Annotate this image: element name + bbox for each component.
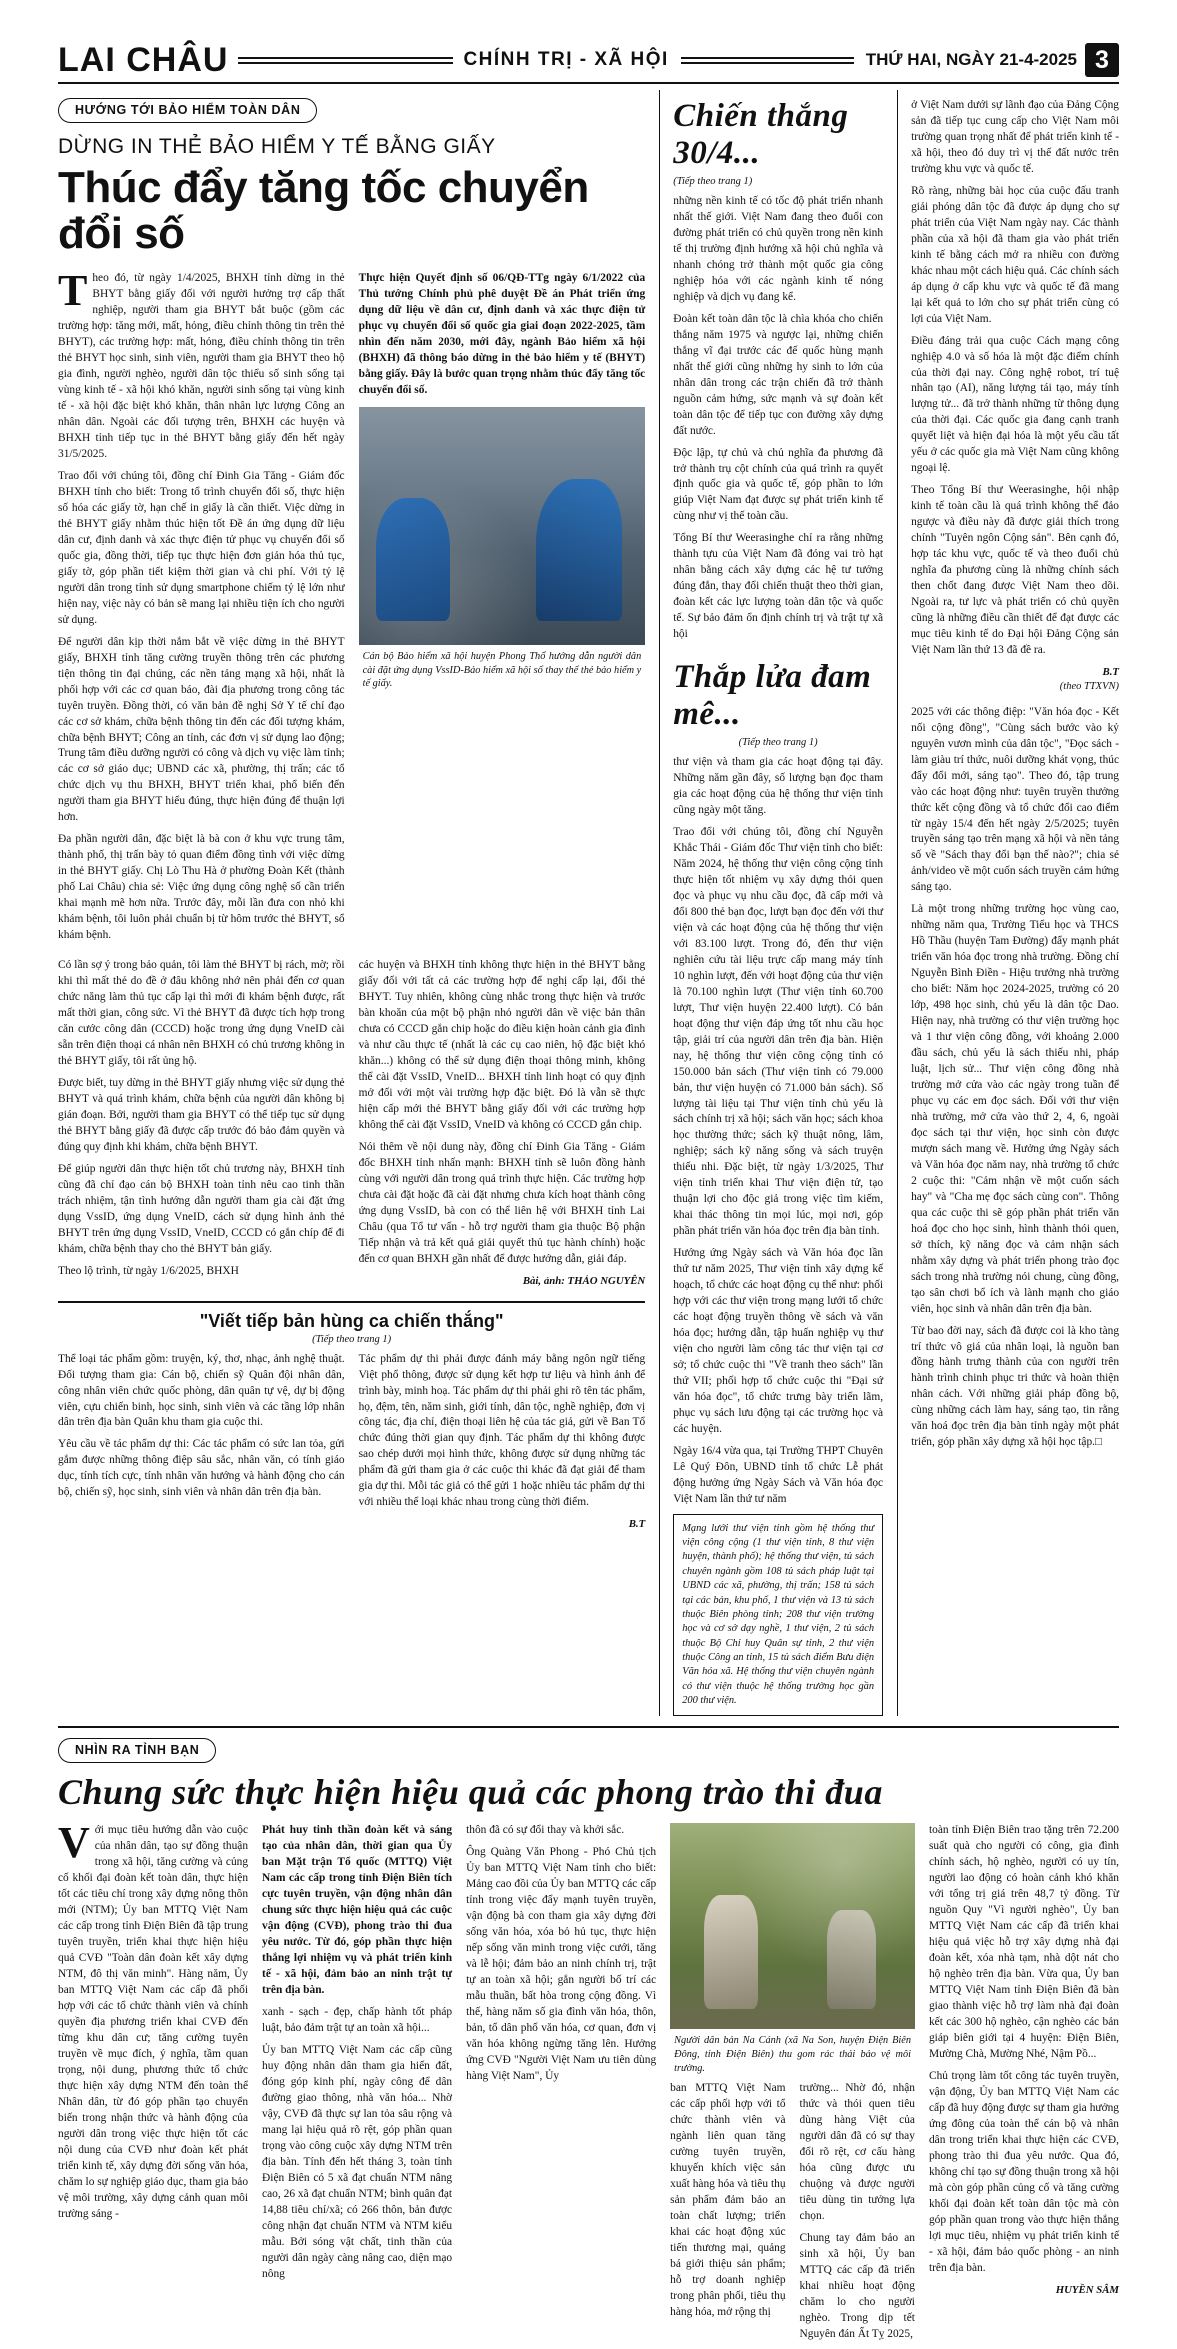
thap-lua-infobox: Mạng lưới thư viện tỉnh gồm hệ thống thư viện công cộng (1 thư viện tỉnh, 8 thư viện huyện, thành phố); hệ thống thư viện, tủ sách chuyên ngành gồm 108 tủ sách pháp luật tại UBND các xã, phường, thị trấn; 158 tủ sách tại các bản, khu phố, 1 thư viện và 13 tủ sách thuộc Biên phòng tỉnh; 208 thư viện trường học và cơ sở dạy nghề, 1 thư viện, 2 tủ sách thuộc Bộ Chỉ huy Quân sự tỉnh, 2 thư viện thuộc Công an tỉnh, 15 tủ sách điểm Bưu điện Văn hóa xã. Hệ thống thư viện chuyên ngành có thư viện thuộc hệ thống trường học gần 200 thư viện.	[673, 1514, 883, 1717]
lead-para-3: Để người dân kịp thời nắm bắt về việc dừng in thẻ BHYT giấy, BHXH tỉnh tăng cường truyền thông trên các phương tiện thông tin đại chúng, các nền tảng mạng xã hội, nhất là phối hợp với các cơ quan báo, đài địa phương trong công tác tuyên truyền. Đồng thời, có văn bản đề nghị Sở Y tế chỉ đạo các cơ sở khám, chữa bệnh thông tin đến các đối tượng khám, chữa bệnh BHYT; Công an tỉnh, các đơn vị sử dụng lao động; Trung tâm điều dưỡng người có công và dịch vụ việc làm tỉnh; các cơ sở giáo dục; UBND các xã, phường, thị trấn; các tổ chức dịch vụ thu BHXH, BHYT triển khai, phổ biến đến người tham gia BHYT hiểu đúng, thực hiện đúng để thuận lợi hơn.	[58, 635, 345, 824]
lead-para-2: Trao đổi với chúng tôi, đồng chí Đinh Gia Tăng - Giám đốc BHXH tỉnh cho biết: Trong tổ trình chuyển đổi số, thực hiện số hóa các giấy tờ, hạn chế in giấy là cần thiết. Việc dừng in thẻ BHYT giấy nhằm thúc hiện tốt Đề án ứng dụng dữ liệu dân cư, định danh và xác thực điện tử phục vụ chuyển đổi số quốc gia, đồng thời, tiếp tục thực hiện đơn giản hóa thủ tục, giấy tờ, góp phần tiết kiệm thời gian và chi phí. Với tỷ lệ người dân trong tỉnh sử dụng smartphone chiếm tỷ lệ lớn như hiện nay, việc này có bản sẽ mang lại nhiều tiện ích cho người sử dụng.	[58, 470, 345, 626]
lead-c1-p4: Theo lộ trình, từ ngày 1/6/2025, BHXH	[58, 1264, 239, 1277]
masthead	[58, 0, 1119, 78]
viet-tiep-col2	[359, 1352, 646, 1533]
bottom-col1	[58, 1818, 249, 2348]
bottom-c4-p2: trường... Nhờ đó, nhận thức và thói quen tiêu dùng hàng Việt của người dân đã có sự thay đổi rõ rệt, cơ cấu hàng hóa cũng được ưu chuộng và được người tiêu dùng tin tưởng lựa chọn.	[799, 2082, 915, 2222]
chien-thang-contd: (Tiếp theo trang 1)	[673, 176, 753, 187]
article-viet-tiep	[58, 1311, 645, 1533]
thap-lua-c1-p1: thư viện và tham gia các hoạt động tại đây. Những năm gần đây, số lượng bạn đọc tham gia các hoạt động của hệ thống thư viện tỉnh cũng ngày một tăng.	[673, 756, 884, 817]
masthead-rule-right	[681, 57, 854, 64]
lead-photo-caption: Cán bộ Bảo hiểm xã hội huyện Phong Thổ hướng dẫn người dân cài đặt ứng dụng VssID-Bảo hiểm xã hội số thay thế thẻ bảo hiểm y tế giấy.	[362, 651, 642, 690]
lead-standfirst: Thực hiện Quyết định số 06/QĐ-TTg ngày 6/1/2022 của Thủ tướng Chính phủ phê duyệt Đề án Phát triển ứng dụng dữ liệu về dân cư, định danh và xác thực điện tử phục vụ chuyển đổi số quốc gia giai đoạn 2022-2025, tầm nhìn đến năm 2030, mới đây, ngành Bảo hiểm xã hội (BHXH) đã thông báo dừng in thẻ bảo hiểm y tế (BHYT) bằng giấy. Đây là bước quan trọng nhằm thúc đẩy tăng tốc chuyển đổi số.	[358, 272, 646, 397]
masthead-rule-left	[238, 57, 453, 64]
viet-tiep-col1	[58, 1352, 345, 1533]
bottom-photo-caption: Người dân bản Na Cánh (xã Na Son, huyện Điện Biên Đông, tỉnh Điện Biên) thu gom rác thải bảo vệ môi trường.	[674, 2035, 911, 2074]
page-number: 3	[1085, 43, 1119, 77]
bottom-c2-p3: Ủy ban MTTQ Việt Nam các cấp cũng huy động nhân dân tham gia hiến đất, đóng góp kinh phí, ngày công để dân đường giao thông, nhà văn hóa... Nhờ vậy, CVĐ đã thực sự lan tỏa sâu rộng và mang lại hiệu quả rõ rệt, góp phần quan trọng vào công cuộc xây dựng NTM trên địa bàn. Tính đến hết tháng 3, toàn tỉnh Điện Biên có 5 xã đạt chuẩn NTM nâng cao, 26 xã đạt chuẩn NTM; bình quân đạt 14,88 tiêu chí/xã; có 266 thôn, bản được công nhận đạt chuẩn NTM và NTM kiểu mẫu. Bởi sóng vật chất, tinh thần của người dân ngày càng nâng cao, diện mạo nông	[262, 2043, 453, 2280]
lead-intro-left	[58, 266, 345, 950]
lead-c1-p2: Được biết, tuy dừng in thẻ BHYT giấy nhưng việc sử dụng thẻ BHYT và quá trình khám, chữa bệnh của người dân không bị gián đoạn. Bởi, người tham gia BHYT có thể tiếp tục sử dụng thẻ BHYT bằng giấy đã được cấp trước đó bảo đảm quyền và đúng quy định khi khám, chữa bệnh BHYT.	[58, 1076, 345, 1153]
bottom-c3-p1: thôn đã có sự đổi thay và khởi sắc.	[466, 1824, 625, 1837]
lead-headline: Thúc đẩy tăng tốc chuyển đổi số	[58, 163, 589, 259]
lead-para-4: Đa phần người dân, đặc biệt là bà con ở khu vực trung tâm, thành phố, thị trấn bày tỏ quan điểm đồng tình với việc dừng in thẻ BHYT giấy. Chị Lò Thu Hà ở phường Đoàn Kết (thành phố Lai Châu) chia sẻ: Việc ứng dụng công nghệ số cần triển khai mạnh mẽ hơn nữa. Trước đây, mỗi lần đưa con nhỏ khi khám bệnh, tôi luôn phải chuẩn bị từ hôm trước thẻ BHYT, sổ khám bệnh.	[58, 833, 345, 942]
thap-lua-c2-p1: 2025 với các thông điệp: "Văn hóa đọc - Kết nối cộng đồng", "Cùng sách bước vào kỷ nguyên vươn mình của dân tộc", "Đọc sách - làm giàu trí thức, nuôi dưỡng khát vọng, thúc đẩy đổi mới, sáng tạo". Theo đó, tập trung vào các hoạt động như: tuyên truyền thưởng thức kết cộng đồng và tổ chức đổi cao điểm từ ngày 15/4 đến hết ngày 2/5/2025; tuyên truyền sáng tạo trên mạng xã hội và nền tảng số về "Sách thay đổi bạn thế nào?"; chia sẻ ảnh/video về một cuốn sách truyền cảm hứng sáng tạo.	[911, 705, 1120, 894]
top-section	[58, 90, 1119, 1716]
chien-thang-r-p4: Theo Tổng Bí thư Weerasinghe, hội nhập kinh tế toàn cầu là quá trình không thể đảo ngược và điều này đã được giải thích trong chính "Tuyên ngôn Cộng sản". Bên cạnh đó, hợp tác khu vực, quốc tế và theo đuổi chủ nghĩa đa phương cùng là những chính sách then chốt đang được Việt Nam theo dõi. Ngoài ra, tư lực và phát triển có chủ quyền cũng là những điều cần thiết để đạt được các mục tiêu kinh tế do Đại hội Đảng Cộng sản Việt Nam lần thứ 13 đã đề ra.	[911, 484, 1120, 656]
lead-col1	[58, 958, 345, 1289]
chien-thang-source: (theo TTXVN)	[1059, 681, 1120, 693]
chien-thang-byline: B.T	[1102, 665, 1120, 678]
viet-tiep-c1-p2: Yêu cầu về tác phẩm dự thi: Các tác phẩm có sức lan tỏa, gửi gắm được những thông điệp sâu sắc, nhân văn, có tính giáo dục, tính tích cực, tính nhân văn hướng và hành động cho cán bộ, chiến sỹ, học sinh, sinh viên và nhân dân trên địa bàn.	[58, 1438, 345, 1499]
viet-tiep-byline: B.T	[628, 1518, 646, 1531]
bottom-c3-p2: Ông Quàng Văn Phong - Phó Chủ tịch Ủy ban MTTQ Việt Nam tỉnh cho biết: Mảng cao đồi của Ủy ban MTTQ các cấp tỉnh trong việc đẩy mạnh tuyên truyền, vận động bà con tham gia xây dựng đời sống văn hóa, xóa bỏ hủ tục, thực hiện nếp sống văn minh trong việc cưới, tăng và lễ hội; đảm bảo an ninh chính trị, trật tự an toàn xã hội; gắn người bố trí các mẫu thuần, bất hòa trong cộng đồng. Vì thế, hàng năm số gia đình văn hóa, thôn, bản, tổ dân phố văn hóa, cơ quan, đơn vị văn hóa không ngừng tăng lên. Hưởng ứng CVĐ "Người Việt Nam ưu tiên dùng hàng Việt Nam", Ủy	[466, 1846, 657, 2082]
chien-thang-title: Chiến thắng 30/4...	[673, 98, 849, 171]
thap-lua-title: Thắp lửa đam mê...	[673, 659, 872, 733]
chien-thang-col2	[911, 98, 1119, 695]
bottom-col4	[670, 1823, 915, 2348]
viet-tiep-c1-p1: Thể loại tác phẩm gồm: truyện, ký, thơ, nhạc, ảnh nghệ thuật. Đối tượng tham gia: Cán bộ, chiến sỹ Quân đội nhân dân, công nhân viên chức quốc phòng, dân quân tự vệ, dự bị động viên, cựu chiến binh, học sinh, sinh viên và các tầng lớp nhân dân trên địa bàn Quân khu tham gia cuộc thi.	[58, 1352, 345, 1429]
chien-thang-r-p2: Rõ ràng, những bài học của cuộc đấu tranh giải phóng dân tộc đã được áp dụng cho sự phát triển của Việt Nam ngày nay. Các thành phần của xã hội đã tham gia vào phát triển kinh tế bằng cách mở ra nhiều con đường khác nhau một cách hiệu quả. Các chính sách áp dụng ở cấp khu vực và quốc tế đã mang lại kết quả to lớn cho sự phát triển cùng có lợi của Việt Nam.	[911, 184, 1120, 325]
lead-c1-p3: Để giúp người dân thực hiện tốt chủ trương này, BHXH tỉnh cũng đã chỉ đạo cán bộ BHXH toàn tỉnh nêu cao tinh thần trách nhiệm, tận tình hướng dẫn người tham gia cài đặt ứng dụng VssID, ứng dụng VneID, cách sử dụng hình ảnh thẻ BHYT trên ứng dụng VssID, VneID, CCCD có gắn chíp để đi khám, chữa bệnh thay cho thẻ BHYT bản giấy.	[58, 1162, 345, 1255]
bottom-c4-p1: ban MTTQ Việt Nam các cấp phối hợp với tổ chức thành viên và ngành liên quan tăng cường tuyên truyền, khuyến khích việc sản xuất hàng hóa và tiêu thụ sản phẩm đảm bảo an toàn chất lượng; triển khai các hoạt động xúc tiến thương mại, quảng bá giới thiệu sản phẩm; hỗ trợ doanh nghiệp trong phân phối, tiêu thụ hàng hóa, mở rộng thị	[670, 2082, 786, 2318]
bottom-standfirst: Phát huy tinh thần đoàn kết và sáng tạo của nhân dân, thời gian qua Ủy ban Mặt trận Tổ quốc (MTTQ) Việt Nam các cấp trong tỉnh Điện Biên tích cực tuyên truyền, vận động nhân dân chung sức thực hiện hiệu quả các cuộc vận động (CVĐ), phong trào thi đua yêu nước. Từ đó, góp phần thực hiện thắng lợi nhiệm vụ và phát triển kinh tế - xã hội, đảm bảo an ninh trật tự trên địa bàn.	[262, 1824, 453, 1997]
bottom-headline: Chung sức thực hiện hiệu quả các phong trào thi đua	[58, 1772, 883, 1813]
bottom-byline: HUYỀN SÂM	[1055, 2283, 1120, 2296]
chien-thang-p1: những nền kinh tế có tốc độ phát triển nhanh nhất thế giới. Việt Nam đang theo đuổi con đường phát triển có chủ quyền trong nền kinh tế thị trường định hướng xã hội chủ nghĩa và nhanh chóng trở thành một quốc gia công nghiệp hóa với các ngành kinh tế nóng nghiệp và dịch vụ đang kể.	[673, 195, 884, 303]
thap-lua-c1-p4: Ngày 16/4 vừa qua, tại Trường THPT Chuyên Lê Quý Đôn, UBND tỉnh tổ chức Lễ phát động hưởng ứng Ngày Sách và Văn hóa đọc Việt Nam lần thứ tư năm	[673, 1444, 884, 1505]
lead-photo	[359, 407, 646, 645]
bottom-series-tag: NHÌN RA TỈNH BẠN	[58, 1738, 216, 1763]
lead-c2-p2: Nói thêm về nội dung này, đồng chí Đinh Gia Tăng - Giám đốc BHXH tỉnh nhấn mạnh: BHXH tỉnh sẽ luôn đồng hành cùng với người dân trong quá trình thực hiện. Các trường hợp chưa cài đặt hoặc đã cài đặt nhưng chưa kích hoạt thành công ứng dụng VssID, bà con có thể liên hệ với BHXH tỉnh Lai Châu (qua Tổ tư vấn - hỗ trợ người tham gia thuộc Bộ phận Tiếp nhận và trả kết quả giải quyết thủ tục hành chính) hoặc đến cơ quan BHXH gần nhất để được hướng dẫn, giải đáp.	[358, 1140, 646, 1265]
article-chien-thang	[659, 90, 883, 1716]
bottom-c5-p1: toàn tỉnh Điện Biên trao tặng trên 72.200 suất quà cho người có công, gia đình chính sách, hộ nghèo, người có uy tín, người lao động có hoàn cảnh khó khăn với tổng trị giá trên 48,7 tỷ đồng. Từ nguồn Quy "Vì người nghèo", Ủy ban MTTQ Việt Nam các cấp đã triển khai hiệu quả việc hỗ trợ xây dựng nhà đại đoàn kết, xóa nhà tạm, nhà dột nát cho hộ nghèo trên địa bàn. Vừa qua, Ủy ban MTTQ Việt Nam tỉnh Điện Biên đã bàn giao thành việc hỗ trợ làm nhà đại đoàn kết các 300 hộ nghèo, cận nghèo các bản giáp biên giới tại 4 huyện: Điện Biên, Mường Chà, Mường Nhé, Nậm Pồ...	[928, 1824, 1120, 2060]
lead-col2	[359, 958, 646, 1289]
viet-tiep-contd: (Tiếp theo trang 1)	[312, 1333, 392, 1345]
paper-name: LAI CHÂU	[58, 40, 229, 79]
lead-kicker: DỪNG IN THẺ BẢO HIỂM Y TẾ BẰNG GIẤY	[58, 135, 496, 158]
lead-intro-right	[359, 271, 646, 950]
section-title: CHÍNH TRỊ - XÃ HỘI	[463, 49, 669, 70]
divider-lead-bottom	[58, 1301, 645, 1303]
bottom-c5-p2: Chủ trọng làm tốt công tác tuyên truyền, vận động, Ủy ban MTTQ Việt Nam các cấp đã huy động được sự tham gia hưởng ứng đông của toàn thể cán bộ và nhân dân trong triển khai thực hiện các CVĐ, phong trào thi đua yêu nước. Qua đó, không chỉ tạo sự đồng thuận trong xã hội mà còn góp phần củng cố và tăng cường khối đại đoàn kết toàn dân tộc mà còn góp phần quan trong vào thực hiện thắng lợi mục tiêu, nhiệm vụ phát triển kinh tế - xã hội, đảm bảo quốc phòng - an ninh trên địa bàn.	[928, 2069, 1120, 2274]
chien-thang-r-p3: Điều đáng trải qua cuộc Cách mạng công nghiệp 4.0 và số hóa là một đặc điểm chính của thời đại nay. Công nghệ robot, trí tuệ nhân tạo (AI), năng lượng tái tạo, máy tính lượng tử... đã trở thành những từ thông dụng của thời đại. Các quốc gia đang cạnh tranh quyết liệt và hiện đại hóa là một yếu cầu tất yếu ở các quốc gia mà Việt Nam cũng không ngoại lệ.	[911, 334, 1120, 475]
bottom-intro: Với mục tiêu hướng dẫn vào cuộc của nhân dân, tạo sự đồng thuận trong xã hội, tăng cường và củng cố khối đại đoàn kết toàn dân, thực hiện tốt các tiêu chí trong xây dựng nông thôn mới (NTM); Ủy ban MTTQ Việt Nam các cấp trong tỉnh Điện Biên đã tập trung tuyên truyền, triển khai thực hiện hiệu quả CVĐ "Toàn dân đoàn kết xây dựng NTM, đô thị văn minh". Hàng năm, Ủy ban MTTQ Việt Nam các cấp đã phối hợp với các tổ chức thành viên và chính quyền địa phương triển khai CVĐ đến từng khu dân cư; tăng cường tuyên truyền về mục đích, ý nghĩa, tầm quan trọng, nội dung, phương thức tổ chức thực hiện xây dựng NTM đến toàn thể Nhân dân, từ đó góp phần tạo chuyển biến trong nhận thức và hành động của người dân trong việc thực hiện tốt các nội dung của CVĐ như đoàn kết phát triển kinh tế, xây dựng đời sống văn hóa, chăm lo sự nghiệp giáo dục, tham gia bảo vệ môi trường, xây dựng cảnh quan môi trường sáng -	[58, 1818, 249, 2220]
bottom-col3	[466, 1823, 656, 2348]
bottom-col5	[929, 1823, 1119, 2348]
viet-tiep-title: "Viết tiếp bản hùng ca chiến thắng"	[199, 1310, 504, 1331]
bottom-section	[58, 1738, 1119, 2348]
thap-lua-c2-p2: Là một trong những trường học vùng cao, những năm qua, Trường Tiểu học và THCS Hồ Thầu (huyện Tam Đường) đẩy mạnh phát triển văn hóa đọc trong nhà trường. Đồng chí Nguyễn Bình Điền - Hiệu trưởng nhà trường cho biết: Năm học 2024-2025, trường có 20 lớp, 498 học sinh, chủ yếu là dân tộc Dao. Hiện nay, nhà trường có thư viện trường học và 1 thư viện công đồng, với khoảng 2.000 đầu sách, chủ yếu là sách thiếu nhi, pháp luật, lịch sử... Thư viện công đồng nhà trường mở cửa vào các ngày trong tuần để phục vụ các em đọc sách. Đối với thư viện nhà trường, mở cửa vào thứ 2, 4, 6, ngoài đọc sách tại thư viện, học sinh còn được mượn sách mang về. Hưởng ứng Ngày sách và Văn hóa đọc năm nay, nhà trường tổ chức 2 cuộc thi: "Cảm nhận về một cuốn sách hay" và "Cha mẹ đọc sách cùng con". Thông qua các cuộc thi sẽ góp phần phát triển văn hoá đọc cho học sinh, hình thành thói quen, sở thích, kỹ năng đọc và cảm nhận sách nhằm xây dựng và phát triển phong trào đọc sách trong nhà trường nói chung, cùng đồng, tạo sân chơi bổ ích và lành mạnh cho giáo viên, học sinh và nhân dân trên địa bàn.	[911, 903, 1120, 1315]
thap-lua-col1	[673, 755, 883, 1508]
thap-lua-c1-p2: Trao đổi với chúng tôi, đồng chí Nguyễn Khắc Thái - Giám đốc Thư viện tỉnh cho biết: Năm 2024, hệ thống thư viện công cộng tỉnh thực hiện tốt nhiệm vụ xây dựng thói quen đọc và phục vụ nhu cầu đọc, đã cấp mới và đổi 800 thẻ bạn đọc, lượt bạn đọc đến với thư viện và các hoạt động của hệ thống thư viện với 83.100 lượt. Trong đó, đến thư viện nghiên cứu tài liệu trực cấp mang máy tính 10 nghìn lượt, đến với hoạt động của thư viện là 70.100 nghìn lượt (Thư viện tỉnh 60.700 lượt, Thư viện huyện 22.400 lượt). Có bản hoạt động thư viện đáp ứng tốt nhu cầu học tập, giải trí của người dân trên địa bàn. Hiện nay, hệ thống thư viện công cộng tỉnh có 150.000 bản sách (Thư viện tỉnh có 79.000 bản, thư viện huyện có 71.000 bản sách). Số lượng tài liệu tại Thư viện tỉnh chủ yếu là sách chính trị xã hội; sách văn học; sách khoa học thường thức; sách kỹ thuật nông, lâm, nghiệp; sách kỹ năng sống và sách truyện thiếu nhi. Đặc biệt, từ ngày 1/3/2025, Thư viện tỉnh triển khai Thư viện điện tử, tạo thuận lợi cho độc giả trong việc tìm kiếm, khai thác thông tin mọi lúc, mọi nơi, góp phần phát triển văn hóa đọc trên địa bàn tỉnh.	[673, 826, 884, 1238]
bottom-c2-p2: xanh - sạch - đẹp, chấp hành tốt pháp luật, bảo đảm trật tự an toàn xã hội...	[262, 2006, 453, 2035]
lead-para-1: Theo đó, từ ngày 1/4/2025, BHXH tỉnh dừng in thẻ BHYT bằng giấy đối với người hưởng trợ cấp thất nghiệp, người tham gia BHYT bắt buộc (gồm các trường hợp: tăng mới, mất, hỏng, điều chỉnh thông tin trên thẻ BHYT), các trường hợp: mất, hỏng, điều chỉnh thông tin trên thẻ BHYT học sinh, sinh viên, người tham gia BHYT theo hộ gia đình, người nghèo, người dân tộc thiểu số sinh sống tại vùng kinh tế - xã hội khó khăn, người sinh sống tại vùng kinh tế - xã hội đặc biệt khó khăn, thân nhân lực lượng Công an nhân dân. Ngoài các đối tượng trên, BHXH các huyện và BHXH tỉnh tiếp tục in thẻ BHYT bằng giấy đến hết ngày 31/5/2025.	[58, 266, 345, 461]
thap-lua-c2-p3: Từ bao đời nay, sách đã được coi là kho tàng trí thức vô giá của nhân loại, là nguồn ban đồng hành trưng thành của con người trên hành trình chinh phục tri thức và hoàn thiện nhân cách. Với những giải pháp đồng bộ, cùng những cách làm hay, sáng tạo, tin rằng văn hoá đọc trên địa bàn tỉnh ngày một phát triển, góp phần xây dựng xã hội học tập.□	[911, 1324, 1120, 1449]
thap-lua-contd: (Tiếp theo trang 1)	[738, 737, 818, 749]
thap-lua-c1-p3: Hướng ứng Ngày sách và Văn hóa đọc lần thứ tư năm 2025, Thư viện tỉnh xây dựng kế hoạch, tổ chức các hoạt động cụ thể như: phối hợp với các thư viện trong mạng lưới tổ chức các hoạt động truyền thông về sách và văn hóa đọc; hướng dẫn, tập huấn nghiệp vụ thư viện cho người làm công tác thư viện tại cơ sở; tổ chức cuộc thi "Về tranh theo sách" lần thứ VII; phối hợp tổ chức cuộc thi "Đại sứ văn hóa đọc", tổ chức trưng bày triển lãm, phục vụ sách lưu động tại các trường học và các huyện.	[673, 1247, 884, 1435]
chien-thang-p4: Tổng Bí thư Weerasinghe chỉ ra rằng những thành tựu của Việt Nam đã đóng vai trò hạt nhân bằng cách xây dựng các hệ tư tưởng đúng đắn, thay đổi chiến thuật theo thời gian, đoàn kết các lực lượng toàn dân tộc và quốc tế. Sự bảo đảm ổn định chính trị và trật tự xã hội	[673, 532, 884, 641]
viet-tiep-c2-p1: Tác phẩm dự thi phải được đánh máy bằng ngôn ngữ tiếng Việt phổ thông, được sử dụng kết hợp tư liệu và hình ảnh để trình bày, minh hoạ. Tác phẩm dự thi phải ghi rõ tên tác phẩm, họ, đệm, tên, năm sinh, giới tính, dân tộc, nghề nghiệp, đơn vị công tác, địa chỉ, điện thoại liên hệ của tác giả, gửi về Ban Tổ chức đúng thời gian quy định. Tác phẩm dự thi không được sao chép dưới mọi hình thức, không được sử dụng những tác phẩm đã gửi tham gia ở các cuộc thi khác đã đạt giải để tham gia dự thi. Mỗi tác giả có thể gửi 1 hoặc nhiều tác phẩm dự thi với nhiều thể loại khác nhau trong cùng thời điểm.	[358, 1352, 646, 1509]
issue-date: THỨ HAI, NGÀY 21-4-2025	[865, 50, 1077, 69]
lead-series-tag: HƯỚNG TỚI BẢO HIỂM TOÀN DÂN	[58, 98, 317, 123]
bottom-photo	[670, 1823, 915, 2029]
chien-thang-body	[673, 194, 883, 643]
bottom-col2	[262, 1823, 452, 2348]
thap-lua-col2	[911, 705, 1119, 1452]
right-column	[897, 90, 1119, 1716]
lead-article	[58, 90, 645, 1716]
lead-c2-p1: các huyện và BHXH tỉnh không thực hiện in thẻ BHYT bằng giấy đối với tất cả các trường hợp để nghị cấp lại, đổi thẻ BHYT. Tuy nhiên, không cùng nhắc trong thực hiện và trước bàn khoăn của một bộ phận nhỏ người dân về việc bản thân chưa có CCCD gắn chip hoặc do điều kiện hoàn cảnh gia đình và như cầu thực tế (nhất là các cụ cao niên, hộ đặc biệt khó khăn...) không có thể sử dụng điện thoại thông minh, không thể cài đặt VssID, VneID... BHXH tỉnh linh hoạt có quy định mở đối với một vài trường hợp đặc biệt. Đó là vẫn sẽ thực hiện cấp mới thẻ BHYT bằng giấy đối với các trường hợp không thể cài đặt VssID, VneID và không có CCCD gắn chip.	[358, 959, 646, 1131]
chien-thang-r-p1: ở Việt Nam dưới sự lãnh đạo của Đảng Cộng sản đã tiếp tục cung cấp cho Việt Nam môi trường quan trọng nhất để phát triển kinh tế - xã hội, theo đó duy trì vị thế đất nước trên trường khu vực và quốc tế.	[911, 99, 1120, 175]
divider-bottom-section	[58, 1726, 1119, 1728]
lead-byline: Bài, ảnh: THẢO NGUYÊN	[522, 1274, 646, 1287]
chien-thang-p2: Đoàn kết toàn dân tộc là chìa khóa cho chiến thắng năm 1975 và ngược lại, những chiến thắng vĩ đại trước các đế quốc hùng mạnh nhất thế giới cũng những hy sinh to lớn của nhân dân trong các trận chiến đã trở thành nguồn cảm hứng, sức mạnh và sự đoàn kết toàn dân tộc để tiếp tục con đường xây dựng đất nước.	[673, 312, 884, 437]
masthead-bottom-rule	[58, 82, 1119, 84]
lead-c1-p1: Có lần sợ ý trong bảo quản, tôi làm thẻ BHYT bị rách, mờ; rồi khi thì mất thẻ do đề ở đâu không nhớ nên phải đến cơ quan chức năng làm thủ tục cấp lại thì mới đi khám bệnh được, rất mất thời gian, công sức. Vì thẻ BHYT đã được tích hợp trong căn cước công dân (CCCD) hoặc trong ứng dụng VneID cài sẵn trên điện thoại cá nhân nên BHXH có chủ trương không in thẻ BHYT giấy, tôi rất ủng hộ.	[58, 959, 345, 1067]
bottom-c4-p3: Chung tay đảm bảo an sinh xã hội, Ủy ban MTTQ các cấp đã triển khai nhiều hoạt động chăm lo cho người nghèo. Trong dịp tết Nguyên đán Ất Tỵ 2025,	[799, 2231, 915, 2340]
chien-thang-p3: Độc lập, tự chủ và chủ nghĩa đa phương đã trở thành trụ cột chính của quá trình ra quyết định quốc gia và quốc tế, góp phần to lớn giúp Việt Nam đạt được sự phát triển kinh tế cùng như vị thế toàn cầu.	[673, 446, 884, 523]
